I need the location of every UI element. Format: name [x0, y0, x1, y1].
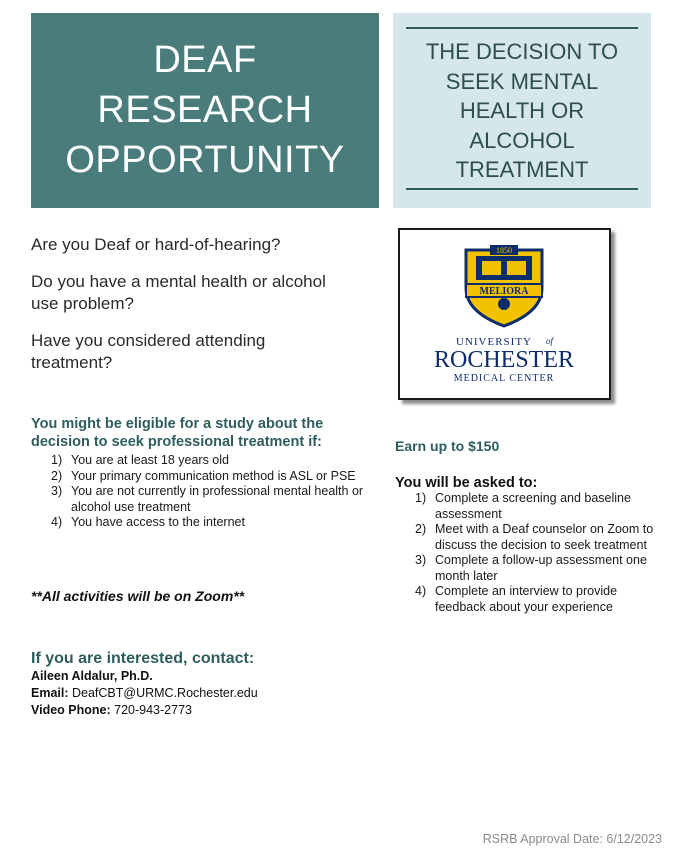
- divider: [406, 188, 638, 190]
- item-text: Meet with a Deaf counselor on Zoom to discuss the decision to seek treatment: [435, 522, 654, 552]
- list-item: [395, 491, 655, 522]
- item-text: Complete a screening and baseline assessment: [435, 491, 631, 521]
- eligibility-heading: You might be eligible for a study about the decision to seek professional treatment if:: [31, 416, 324, 450]
- item-text: Your primary communication method is ASL or PSE: [71, 468, 356, 483]
- item-number: 1): [415, 491, 427, 505]
- screening-questions: [31, 234, 371, 389]
- email-label: Email:: [31, 686, 69, 700]
- item-text: You are not currently in professional mental health or alcohol use treatment: [71, 484, 364, 514]
- hero-title-line: DEAF: [153, 39, 257, 81]
- topic-title-line: HEALTH OR: [459, 98, 585, 123]
- eligibility-list: [31, 453, 371, 531]
- contact-phone: 720-943-2773: [114, 703, 192, 717]
- logo-university-text: UNIVERSITY: [456, 336, 532, 348]
- item-number: 3): [51, 484, 63, 498]
- logo-rochester-text: ROCHESTER: [433, 347, 575, 373]
- item-number: 2): [51, 468, 63, 483]
- tasks-list: [395, 491, 655, 615]
- list-item: [395, 553, 655, 584]
- list-item: [31, 469, 371, 485]
- list-item: [395, 584, 655, 615]
- hero-title: [31, 35, 379, 185]
- divider: [406, 27, 638, 29]
- contact-name: Aileen Aldalur, Ph.D.: [31, 669, 153, 683]
- list-item: [395, 522, 655, 553]
- question: Do you have a mental health or alcohol use problem?: [31, 272, 326, 313]
- topic-title-line: SEEK MENTAL: [445, 68, 599, 94]
- list-item: [31, 484, 371, 515]
- contact-phone-row: [31, 702, 258, 719]
- hero-title-line: RESEARCH: [97, 89, 313, 131]
- hero-banner: [31, 13, 379, 208]
- contact-info: [31, 668, 258, 719]
- item-text: You have access to the internet: [71, 515, 245, 529]
- item-number: 4): [415, 584, 427, 598]
- topic-title-line: TREATMENT: [455, 157, 589, 182]
- topic-box: [393, 13, 651, 208]
- university-shield-logo: [400, 230, 609, 398]
- contact-email[interactable]: DeafCBT@URMC.Rochester.edu: [72, 686, 258, 700]
- item-number: 1): [51, 453, 63, 467]
- question: Have you considered attending treatment?: [31, 331, 266, 372]
- tasks-heading: You will be asked to:: [395, 475, 538, 491]
- item-number: 4): [51, 515, 63, 529]
- item-text: Complete a follow-up assessment one month later: [435, 553, 647, 583]
- phone-label: Video Phone:: [31, 703, 111, 717]
- topic-title: [393, 37, 651, 185]
- list-item: [31, 515, 371, 531]
- topic-title-line: THE DECISION TO: [425, 39, 619, 64]
- book-icon: [482, 261, 501, 275]
- university-logo: [398, 228, 611, 400]
- question: Are you Deaf or hard-of-hearing?: [31, 235, 281, 254]
- year-text: 1850: [496, 246, 512, 255]
- approval-date: RSRB Approval Date: 6/12/2023: [482, 832, 662, 846]
- logo-medical-center-text: MEDICAL CENTER: [453, 373, 555, 384]
- zoom-note: **All activities will be on Zoom**: [31, 588, 245, 604]
- item-text: Complete an interview to provide feedback about your experience: [435, 584, 618, 614]
- emblem-icon: [498, 298, 510, 310]
- motto-text: MELIORA: [479, 286, 529, 297]
- contact-email-row: [31, 685, 258, 702]
- compensation-text: Earn up to $150: [395, 438, 500, 454]
- list-item: [31, 453, 371, 469]
- logo-of-text: of: [546, 336, 554, 346]
- item-number: 2): [415, 522, 427, 536]
- item-number: 3): [415, 553, 427, 567]
- item-text: You are at least 18 years old: [71, 453, 229, 467]
- topic-title-line: ALCOHOL: [469, 127, 575, 153]
- hero-title-line: OPPORTUNITY: [65, 139, 345, 181]
- lyre-icon: [507, 261, 526, 275]
- contact-heading: If you are interested, contact:: [31, 650, 255, 667]
